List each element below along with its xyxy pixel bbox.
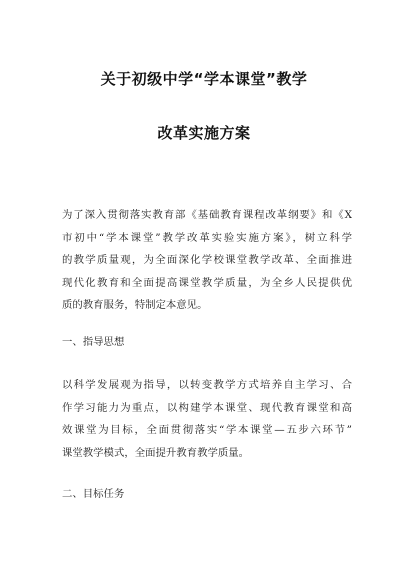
- guiding-ideology-line: 作学习能力为重点，以构建学本课堂、现代教育课堂和高: [62, 401, 352, 414]
- document-title-line-1: 关于初级中学“学本课堂”教学: [100, 70, 308, 88]
- guiding-ideology-line: 效课堂为目标，全面贯彻落实“学本课堂—五步六环节”: [62, 424, 352, 436]
- intro-paragraph: [62, 204, 352, 317]
- guiding-ideology-line: 以科学发展观为指导，以转变教学方式培养自主学习、合: [62, 379, 352, 391]
- intro-line: 现代化教育和全面提高课堂教学质量，为全乡人民提供优: [62, 276, 352, 289]
- document-title-line-2: 改革实施方案: [157, 124, 251, 142]
- guiding-ideology-line: 课堂教学模式，全面提升教育教学质量。: [62, 446, 250, 459]
- intro-line: 市初中“学本课堂”教学改革实验实施方案》，树立科学: [62, 231, 352, 244]
- guiding-ideology-paragraph: [62, 374, 352, 464]
- intro-line: 的教学质量观，为全面深化学校课堂教学改革、全面推进: [62, 254, 352, 266]
- intro-line: 为了深入贯彻落实教育部《基础教育课程改革纲要》和《X: [62, 209, 352, 221]
- section-heading-guiding-ideology: 一、指导思想: [62, 336, 125, 348]
- intro-line: 质的教育服务，特制定本意见。: [62, 299, 208, 311]
- section-heading-goals-tasks: 二、目标任务: [62, 488, 125, 500]
